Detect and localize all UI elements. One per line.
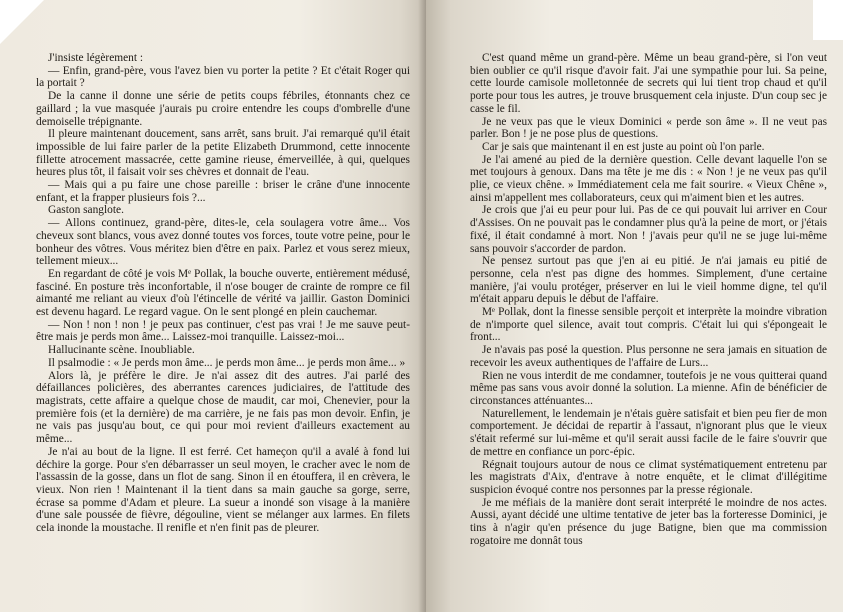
left-page-text bbox=[36, 52, 410, 535]
right-page-text bbox=[470, 52, 827, 547]
paragraph: Je me méfiais de la manière dont serait interprété le moindre de nos actes. Aussi, ayant décidé une ultime tentative de jeter bas la forteresse Dominici, je tins à n'agir qu'en présence du juge Batigne, bien que ma commission rogatoire me donnât tous bbox=[470, 496, 827, 547]
paragraph: Car je sais que maintenant il en est juste au point où l'on parle. bbox=[482, 140, 765, 153]
paragraph: De la canne il donne une série de petits coups fébriles, étonnants chez ce gaillard ; la vue masquée j'aurais pu croire entendre les coups d'ombrelle d'une demoiselle trépignante. bbox=[36, 90, 410, 128]
paragraph: Alors là, je préfère le dire. Je n'ai assez dit des autres. J'ai parlé des défaillances policières, des aberrantes carences judiciaires, de l'attitude des magistrats, cette affaire a quelque chose de maudit, car moi, Chenevier, pour la première fois (et la dernière) de ma carrière, je ne fais pas mon devoir. Enfin, je ne vais pas jusqu'au bout, ce qui pour moi revient d'ailleurs exactement au même... bbox=[36, 369, 410, 446]
paragraph: Rien ne vous interdit de me condamner, toutefois je ne vous quitterai quand même pas sans vous avoir donné la solution. La mienne. Afin de bénéficier de circonstances atténuantes... bbox=[470, 369, 827, 407]
paragraph: Ne pensez surtout pas que j'en ai eu pitié. Je n'ai jamais eu pitié de personne, cela n'est pas digne des hommes. Simplement, d'une certaine manière, j'ai voulu protéger, préserver en lui le vieil homme digne, tel qu'il m'était apparu depuis le début de l'affaire. bbox=[470, 255, 827, 306]
right-page bbox=[426, 0, 843, 612]
page-corner-left bbox=[0, 0, 44, 44]
paragraph: — Allons continuez, grand-père, dites-le, cela soulagera votre âme... Vos cheveux sont blancs, vous avez donné toutes vos forces, toute votre peine, pour le bonheur des vôtres. Vous méritez bien d'être en paix. Parlez et vous serez mieux, tellement mieux... bbox=[36, 217, 410, 268]
page-corner-right bbox=[813, 0, 843, 40]
paragraph: — Non ! non ! non ! je peux pas continuer, c'est pas vrai ! Je me sauve peut-être mais je perds mon âme... Laissez-moi tranquille. Laissez-moi... bbox=[36, 318, 410, 344]
paragraph: Gaston sanglote. bbox=[48, 204, 124, 217]
paragraph: C'est quand même un grand-père. Même un beau grand-père, si l'on veut bien oublier ce qu'il risque d'avoir fait. J'ai une sympathie pour lui. Sa peine, cette lourde camisole molletonnée de secrets qui lui tient trop chaud et qu'il porte pour tous les autres, je trouve brusquement cela injuste. D'un coup sec je casse le fil. bbox=[470, 52, 827, 115]
paragraph: Mᵉ Pollak, dont la finesse sensible perçoit et interprète la moindre vibration de n'importe quel silence, avait tout compris. C'était lui qui s'épongeait le front... bbox=[470, 306, 827, 344]
paragraph: Je ne veux pas que le vieux Dominici « perde son âme ». Il ne veut pas parler. Bon ! je ne pose plus de questions. bbox=[470, 115, 827, 141]
paragraph: Il psalmodie : « Je perds mon âme... je perds mon âme... je perds mon âme... » bbox=[48, 356, 406, 369]
paragraph: Je n'avais pas posé la question. Plus personne ne sera jamais en situation de recevoir les aveux authentiques de l'affaire de Lurs... bbox=[470, 344, 827, 369]
paragraph: Naturellement, le lendemain je n'étais guère satisfait et bien peu fier de mon comportement. Je décidai de repartir à l'assaut, n'ignorant plus que le vieux s'était refermé sur lui-même et qu'il serait aussi facile de le faire s'ouvrir que de mettre en confiance un porc-épic. bbox=[470, 407, 827, 458]
paragraph: Je l'ai amené au pied de la dernière question. Celle devant laquelle l'on se met toujours à genoux. Dans ma tête je me dis : « Non ! je ne veux pas qu'il plie, ce vieux chêne. » Immédiatement cela me fait sourire. « Vieux Chêne », ainsi m'appellent mes collaborateurs, ceux qui m'aiment bien et les autres. bbox=[470, 153, 827, 204]
paragraph: Il pleure maintenant doucement, sans arrêt, sans bruit. J'ai remarqué qu'il était impossible de lui faire parler de la petite Elizabeth Drummond, cette innocente fillette atrocement massacrée, cette gamine rieuse, émerveillée, à qui, quelques heures plus tôt, il faisait voir ses chèvres et donnait de l'eau. bbox=[36, 128, 410, 179]
paragraph: En regardant de côté je vois Mᵉ Pollak, la bouche ouverte, entièrement médusé, fasciné. En posture très inconfortable, il n'ose bouger de crainte de rompre ce fil aimanté me reliant au vieux d'où l'étincelle de vérité va jaillir. Gaston Dominici est devenu hagard. Le regard vague. On le sent plongé en plein cauchemar. bbox=[36, 267, 410, 319]
paragraph: — Enfin, grand-père, vous l'avez bien vu porter la petite ? Et c'était Roger qui la portait ? bbox=[36, 64, 410, 90]
paragraph: Régnait toujours autour de nous ce climat systématiquement entretenu par les magistrats d'Aix, d'entrave à notre enquête, et le climat d'illégitime suspicion évoqué contre nos personnes par la presse régionale. bbox=[470, 458, 827, 496]
paragraph: J'insiste légèrement : bbox=[48, 52, 144, 64]
paragraph: Je crois que j'ai eu peur pour lui. Pas de ce qui pouvait lui arriver en Cour d'Assises. On ne pouvait pas le condamner plus qu'à la peine de mort, or j'étais fixé, il était condamné à mort. Non ! j'avais peur qu'il ne se juge lui-même sans pouvoir s'accorder de pardon. bbox=[470, 204, 827, 255]
paragraph: Je n'ai au bout de la ligne. Il est ferré. Cet hameçon qu'il a avalé à fond lui déchire la gorge. Pour s'en débarrasser un seul moyen, le cracher avec le nom de l'assassin de la gosse, dans un flot de sang. Sinon il en étouffera, il en crèvera, le vieux. Non rien ! Maintenant il la tient dans sa main gauche sa gorge, serre, écrase sa pomme d'Adam et pleure. La sueur a inondé son visage à la manière d'une sale poussée de fièvre, dégouline, vient se mélanger aux larmes. En filets cela inonde la moustache. Il renifle et n'en finit pas de pleurer. bbox=[36, 445, 410, 535]
paragraph: Hallucinante scène. Inoubliable. bbox=[48, 344, 195, 357]
paragraph: — Mais qui a pu faire une chose pareille : briser le crâne d'une innocente enfant, et la frapper plusieurs fois ?... bbox=[36, 179, 410, 204]
